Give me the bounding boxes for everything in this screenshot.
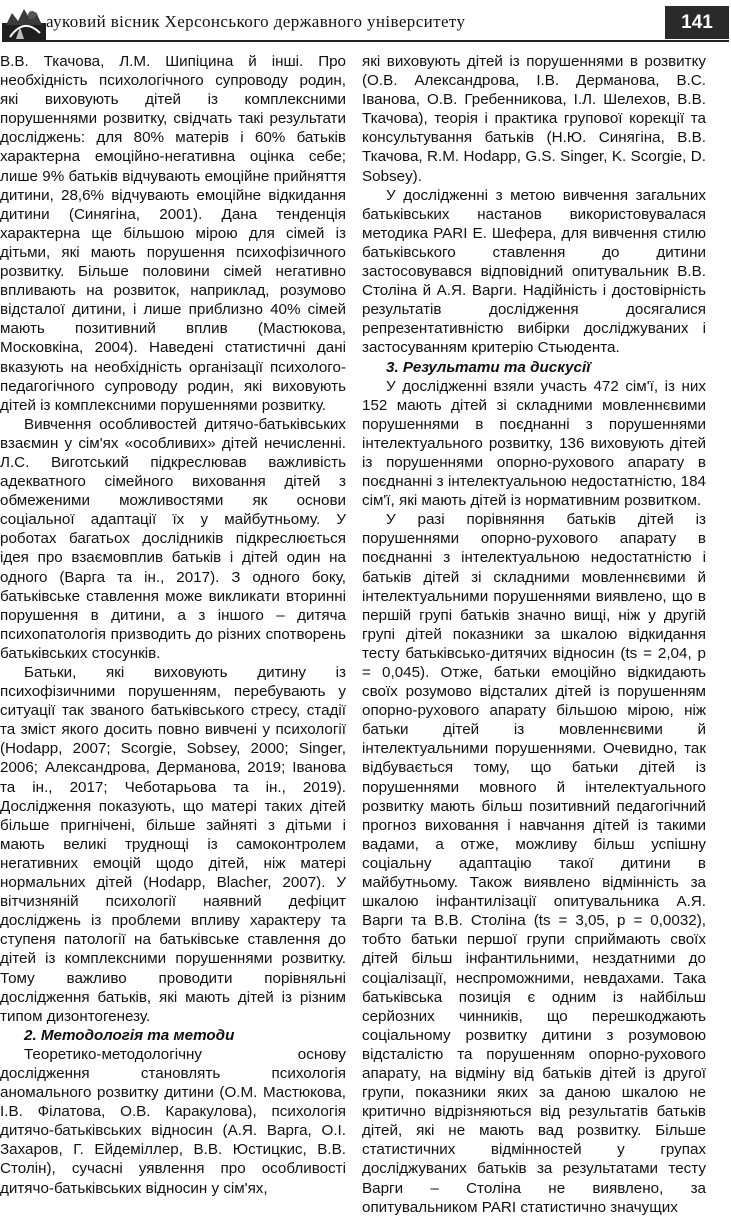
page-header: [0, 0, 731, 44]
page-number: 141: [665, 6, 729, 39]
paragraph: У разі порівняння батьків дітей із порушеннями опорно-рухового апарату в поєднанні з інтелектуальною недостатністю і батьків дітей зі складними мовленнєвими й інтелектуальними порушеннями виявлено, що в першій групі батьків значно вищі, ніж у другій групі дітей показники за шкалою відкидання тесту батьківсько-дитячих відносин (ts = 2,04, p = 0,045). Отже, батьки емоційно відкидають своїх розумово відсталих дітей із порушенням опорно-рухового апарату більшою мірою, ніж батьки дітей із мовленнєвими й інтелектуальними порушеннями. Очевидно, так відбувається тому, що батьки дітей із порушеннями мовного й інтелектуального розвитку мають більш позитивний педагогічний прогноз виховання і навчання дітей із такими вадами, а отже, можливу більш успішну соціальну адаптацію такої дитини в майбутньому. Також виявлено відмінність за шкалою інфантилізації опитувальника А.Я. Варги та В.В. Століна (ts = 3,05, p = 0,0032), тобто батьки першої групи сприймають своїх дітей більш інфантильними, нездатними до соціалізації, неспроможними, невдахами. Така батьківська позиція є одним із найбільш серйозних чинників, що перешкоджають соціальному розвитку дитини з розумовою відсталістю та порушенням опорно-рухового апарату, на відміну від батьків дітей із другої групи, показники яких за даною шкалою не критично відрізняються від результатів батьків дітей, які не мають вад розвитку. Більше статистичних відмінностей у групах досліджуваних батьків за результатами тесту Варги – Століна не виявлено, за опитувальником PARI статистично значущих: [362, 511, 706, 1216]
paragraph: Батьки, які виховують дитину із психофізичними порушенням, перебувають у ситуації так званого батьківського стресу, стадії та зміст якого досить повно вивчені у психології (Hodapp, 2007; Scorgie, Sobsey, 2000; Singer, 2006; Александрова, Дерманова, 2019; Іванова та ін., 2017; Чеботарьова та ін., 2019). Дослідження показують, що матері таких дітей більше пригнічені, більше зайняті з дітьми і мають великі труднощі із самоконтролем негативних емоцій щодо дітей, ніж матері нормальних дітей (Hodapp, Blacher, 2007). У вітчизняній психології наявний дефіцит досліджень із проблеми впливу характеру та ступеня патології на батьківське ставлення до дітей із комплексними порушеннями розвитку. Тому важливо проводити порівняльні дослідження батьків, які мають дітей із різним типом дизонтогенезу.: [0, 664, 346, 1025]
header-rule: [2, 40, 729, 42]
paragraph: У дослідженні взяли участь 472 сім'ї, із них 152 мають дітей зі складними мовленнєвими порушеннями в поєднанні з порушеннями інтелектуального розвитку, 136 виховують дітей із порушеннями опорно-рухового апарату в поєднанні з інтелектуальною недостатністю, 184 сім'ї, які мають дітей із нормативним розвитком.: [362, 377, 706, 510]
university-emblem-icon: [2, 3, 46, 41]
paragraph: які виховують дітей із порушеннями в розвитку (О.В. Александрова, І.В. Дерманова, В.С. Іванова, О.В. Гребенникова, І.Л. Шелехов, В.В. Ткачова), теорія і практика групової корекції та консультування батьків (Н.Ю. Синягіна, В.В. Ткачова, R.M. Hodapp, G.S. Singer, K. Scorgie, D. Sobsey).: [362, 53, 706, 185]
right-column: [362, 52, 706, 1217]
article-body: [0, 52, 731, 1216]
left-column: [0, 52, 346, 1198]
paragraph: У дослідженні з метою вивчення загальних батьківських настанов використовувалася методика PARI Е. Шефера, для вивчення стилю батьківського ставлення до дитини застосовувався відповідний опитувальник В.В. Століна й А.Я. Варги. Надійність і достовірність результатів дослідження досягалися репрезентативністю вибірки досліджуваних і застосуванням критерію Стьюдента.: [362, 186, 706, 357]
paragraph: Теоретико-методологічну основу дослідження становлять психологія аномального розвитку дитини (О.М. Мастюкова, І.В. Філатова, О.В. Каракулова), психологія дитячо-батьківських відносин (А.Я. Варга, О.І. Захаров, Г. Ейдеміллер, В.В. Юстицкис, В.В. Столін), сучасні уявлення про особливості дитячо-батьківських відносин у сім'ях,: [0, 1045, 346, 1197]
journal-title: ауковий вісник Херсонського державного університету: [46, 12, 466, 31]
paragraph: Вивчення особливостей дитячо-батьківських взаємин у сім'ях «особливих» дітей нечисленні. Л.С. Виготський підкреслював важливість адекватного сімейного виховання дітей з обмеженими можливостями як основи соціальної адаптації їх у майбутньому. У роботах багатьох дослідників підкреслюється ідея про взаємовплив батьків і дітей один на одного (Варга та ін., 2017). З одного боку, батьківське ставлення може викликати вторинні порушення в дитини, а з іншого – дитяча психопатологія призводить до різних спотворень батьківських стосунків.: [0, 415, 346, 662]
section-heading-results: 3. Результати та дискусії: [386, 358, 591, 376]
section-heading-methodology: 2. Методологія та методи: [24, 1026, 235, 1044]
paragraph: В.В. Ткачова, Л.М. Шипіцина й інші. Про необхідність психологічного супроводу родин, які виховують дітей із комплексними порушеннями розвитку, свідчать такі результати досліджень: для 80% матерів і 60% батьків характерна емоційно-негативна оцінка себе; лише 9% батьків відчувають емоційне прийняття дитини, 28,6% відчувають емоційне відкидання дитини (Синягіна, 2001). Дана тенденція характерна ще більшою мірою для сімей із дітьми, які мають порушення психофізичного розвитку. Більше половини сімей негативно впливають на розвиток, наприклад, розумово відсталої дитини, і лише приблизно 40% сімей мають позитивний вплив (Мастюкова, Московкіна, 2004). Наведені статистичні дані вказують на необхідність організації психолого-педагогічного супроводу родин, які виховують дітей із комплексними порушеннями розвитку.: [0, 53, 346, 414]
